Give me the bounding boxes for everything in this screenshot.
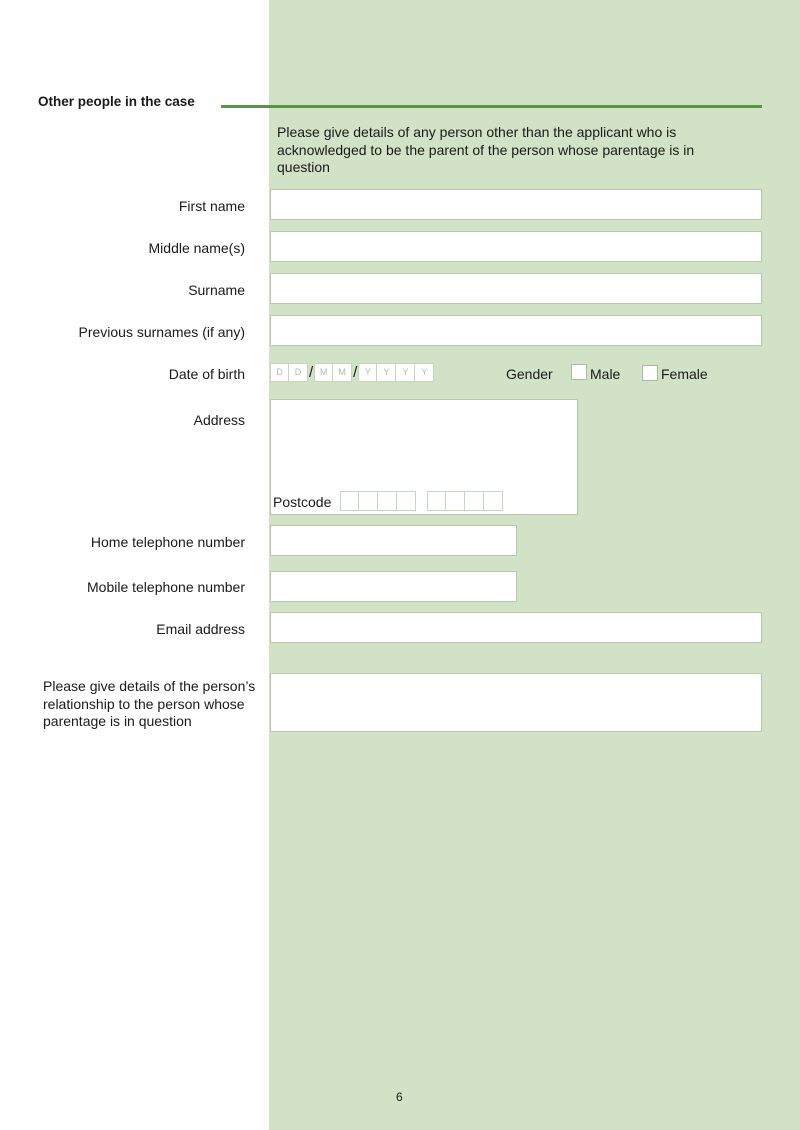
- email-label: Email address: [156, 621, 245, 637]
- gender-label: Gender: [506, 366, 553, 382]
- surname-field[interactable]: [270, 273, 762, 304]
- male-checkbox[interactable]: [571, 364, 587, 380]
- dob-year-digit-4[interactable]: Y: [415, 363, 434, 382]
- middle-name-label: Middle name(s): [148, 240, 245, 256]
- surname-label: Surname: [188, 282, 245, 298]
- female-checkbox[interactable]: [642, 365, 658, 381]
- postcode-char[interactable]: [446, 491, 465, 511]
- date-of-birth-input: [270, 362, 434, 382]
- dob-separator: /: [309, 363, 314, 381]
- postcode-outward: [340, 491, 416, 511]
- postcode-label: Postcode: [273, 494, 332, 510]
- dob-month-digit-1[interactable]: M: [314, 363, 333, 382]
- postcode-char[interactable]: [340, 491, 359, 511]
- dob-day-digit-2[interactable]: D: [289, 363, 308, 382]
- address-label: Address: [193, 412, 245, 428]
- middle-name-field[interactable]: [270, 231, 762, 262]
- previous-surnames-label: Previous surnames (if any): [78, 324, 245, 340]
- postcode-inward: [427, 491, 503, 511]
- postcode-char[interactable]: [427, 491, 446, 511]
- first-name-field[interactable]: [270, 189, 762, 220]
- postcode-char[interactable]: [465, 491, 484, 511]
- mobile-phone-label: Mobile telephone number: [87, 579, 245, 595]
- section-divider: [221, 105, 762, 108]
- dob-year-digit-1[interactable]: Y: [358, 363, 377, 382]
- postcode-char[interactable]: [484, 491, 503, 511]
- home-phone-field[interactable]: [270, 525, 517, 556]
- male-option-label: Male: [590, 366, 621, 382]
- section-title: Other people in the case: [38, 94, 195, 109]
- dob-separator: /: [353, 363, 358, 381]
- first-name-label: First name: [178, 198, 245, 214]
- section-intro: Please give details of any person other than the applicant who is acknowledged to be the parent of the person whose parentage is in question: [277, 124, 695, 175]
- relationship-field[interactable]: [270, 673, 762, 732]
- postcode-char[interactable]: [378, 491, 397, 511]
- relationship-label: Please give details of the person’s relationship to the person whose parentage is in question: [43, 678, 256, 729]
- previous-surnames-field[interactable]: [270, 315, 762, 346]
- female-option-label: Female: [661, 366, 708, 382]
- email-field[interactable]: [270, 612, 762, 643]
- date-of-birth-label: Date of birth: [168, 366, 245, 382]
- dob-day-digit-1[interactable]: D: [270, 363, 289, 382]
- mobile-phone-field[interactable]: [270, 571, 517, 602]
- dob-year-digit-3[interactable]: Y: [396, 363, 415, 382]
- dob-year-digit-2[interactable]: Y: [377, 363, 396, 382]
- page-number: 6: [396, 1090, 403, 1104]
- postcode-char[interactable]: [397, 491, 416, 511]
- home-phone-label: Home telephone number: [90, 534, 245, 550]
- postcode-char[interactable]: [359, 491, 378, 511]
- dob-month-digit-2[interactable]: M: [333, 363, 352, 382]
